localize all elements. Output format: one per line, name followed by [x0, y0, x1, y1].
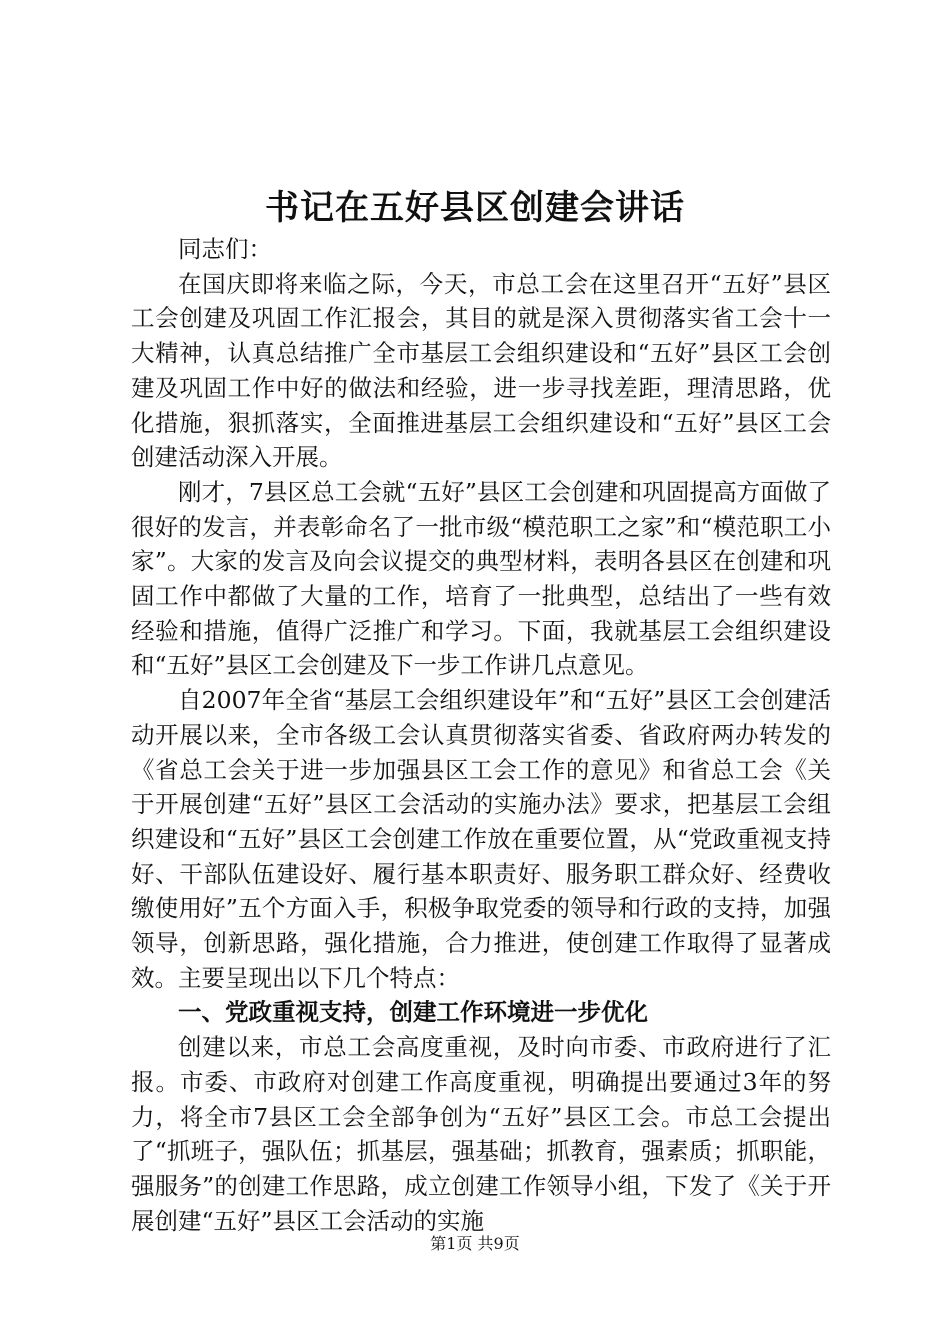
- page-footer: 第1页 共9页: [430, 1234, 520, 1253]
- paragraph-background: 自2007年全省“基层工会组织建设年”和“五好”县区工会创建活动开展以来，全市各级工会认真贯彻落实省委、省政府两办转发的《省总工会关于进一步加强县区工会工作的意见》和省总工会《关于开展创建“五好”县区工会活动的实施办法》要求，把基层工会组织建设和“五好”县区工会创建工作放在重要位置，从“党政重视支持好、干部队伍建设好、履行基本职责好、服务职工群众好、经费收缴使用好”五个方面入手，积极争取党委的领导和行政的支持，加强领导，创新思路，强化措施，合力推进，使创建工作取得了显著成效。主要呈现出以下几个特点：: [131, 686, 831, 992]
- salutation: 同志们：: [178, 235, 272, 263]
- paragraph-section-one: 创建以来，市总工会高度重视，及时向市委、市政府进行了汇报。市委、市政府对创建工作高度重视，明确提出要通过3年的努力，将全市7县区工会全部争创为“五好”县区工会。市总工会提出了“抓班子，强队伍；抓基层，强基础；抓教育，强素质；抓职能，强服务”的创建工作思路，成立创建工作领导小组，下发了《关于开展创建“五好”县区工会活动的实施: [131, 1033, 831, 1235]
- document-title: 书记在五好县区创建会讲话: [265, 188, 685, 228]
- paragraph-review: 刚才，7县区总工会就“五好”县区工会创建和巩固提高方面做了很好的发言，并表彰命名了一批市级“模范职工之家”和“模范职工小家”。大家的发言及向会议提交的典型材料，表明各县区在创建和巩固工作中都做了大量的工作，培育了一批典型，总结出了一些有效经验和措施，值得广泛推广和学习。下面，我就基层工会组织建设和“五好”县区工会创建及下一步工作讲几点意见。: [131, 477, 831, 680]
- section-heading: 一、党政重视支持，创建工作环境进一步优化: [178, 998, 648, 1027]
- paragraph-intro: 在国庆即将来临之际，今天，市总工会在这里召开“五好”县区工会创建及巩固工作汇报会，其目的就是深入贯彻落实省工会十一大精神，认真总结推广全市基层工会组织建设和“五好”县区工会创建及巩固工作中好的做法和经验，进一步寻找差距，理清思路，优化措施，狠抓落实，全面推进基层工会组织建设和“五好”县区工会创建活动深入开展。: [131, 269, 831, 472]
- document-body: [131, 232, 831, 1238]
